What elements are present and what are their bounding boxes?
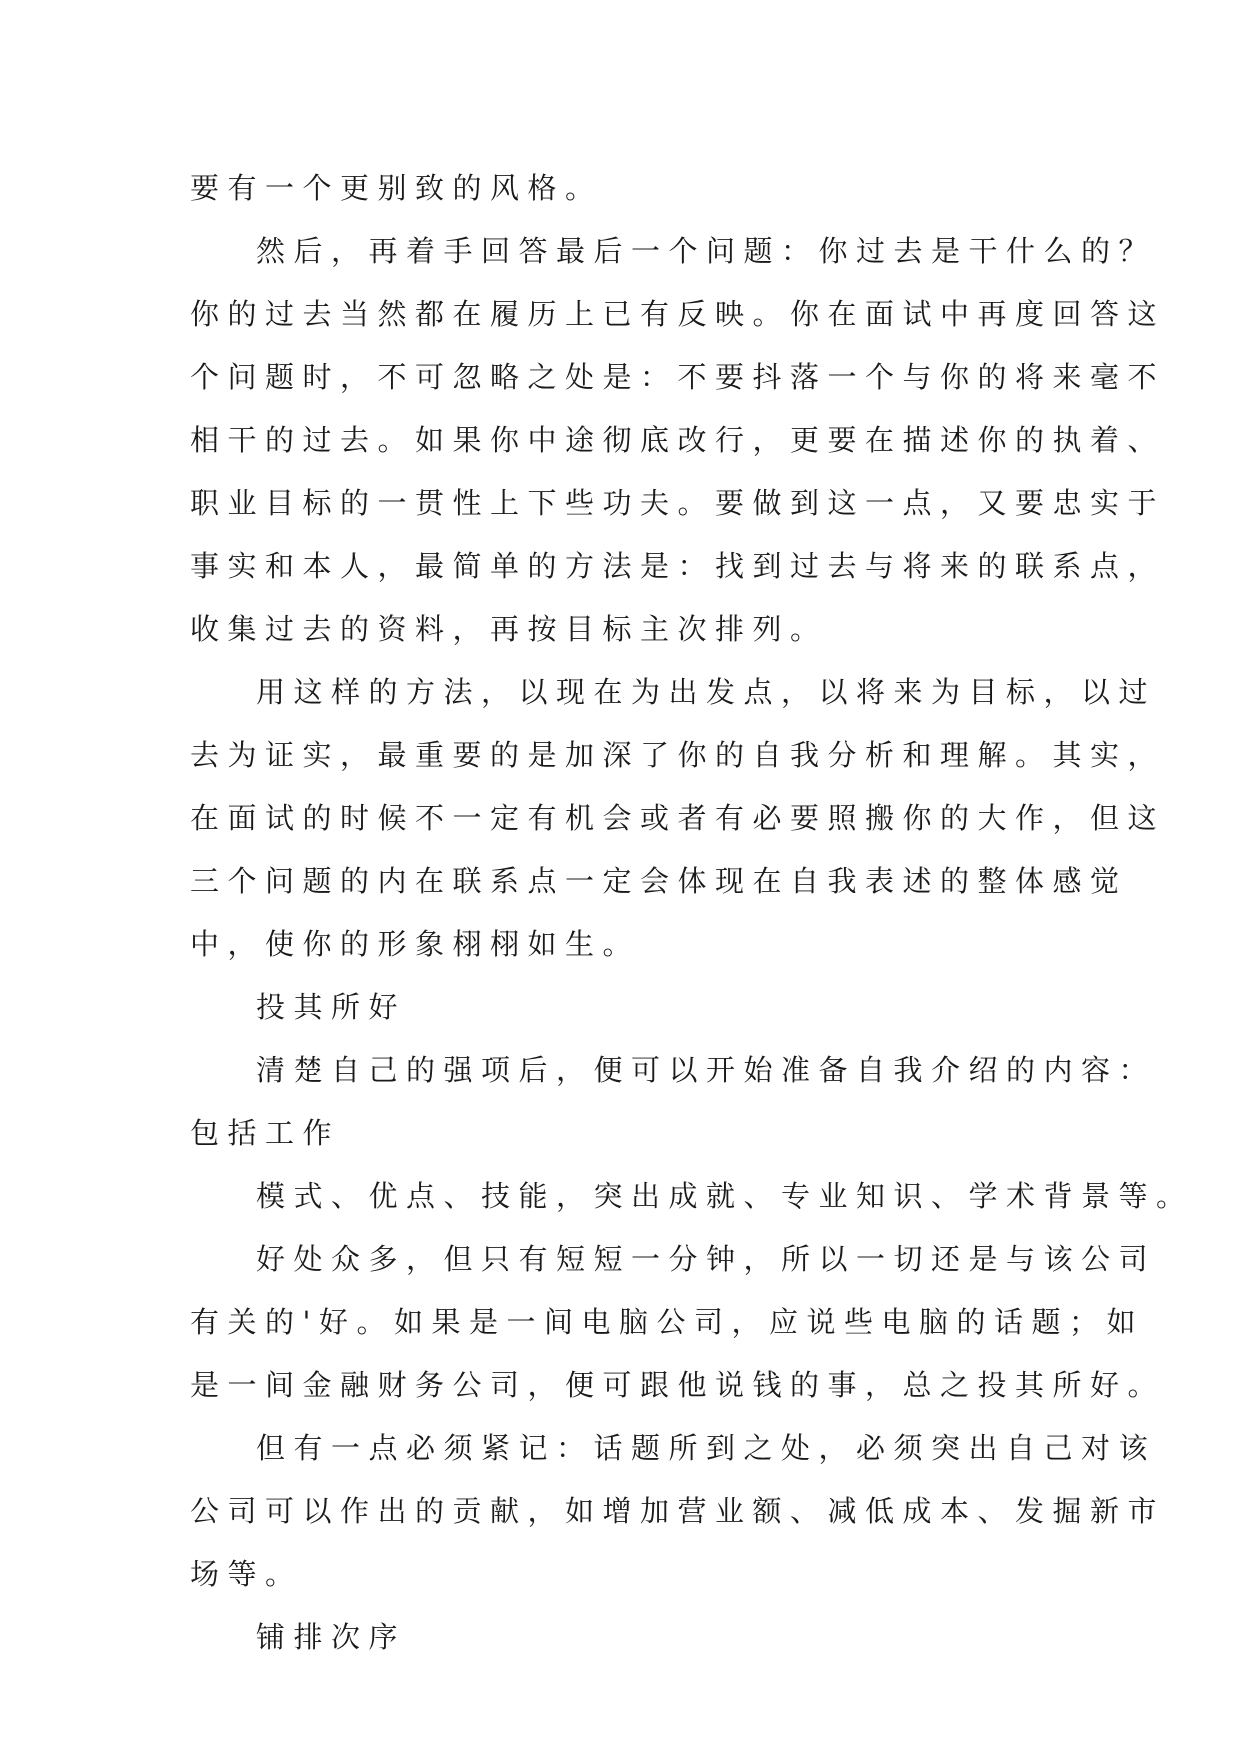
text-line-18: 好处众多，但只有短短一分钟，所以一切还是与该公司: [256, 1242, 1157, 1276]
text-line-7: 事实和本人，最简单的方法是：找到过去与将来的联系点，: [190, 549, 1166, 583]
text-line-8: 收集过去的资料，再按目标主次排列。: [190, 612, 828, 646]
text-line-2: 然后，再着手回答最后一个问题：你过去是干什么的？: [256, 234, 1157, 268]
text-line-13: 中，使你的形象栩栩如生。: [190, 927, 641, 961]
text-line-4: 个问题时，不可忽略之处是：不要抖落一个与你的将来毫不: [190, 360, 1166, 394]
text-line-19: 有关的'好。如果是一间电脑公司，应说些电脑的话题；如: [190, 1305, 1144, 1339]
text-line-20: 是一间金融财务公司，便可跟他说钱的事，总之投其所好。: [190, 1368, 1166, 1402]
text-line-9: 用这样的方法，以现在为出发点，以将来为目标，以过: [256, 675, 1157, 709]
text-line-5: 相干的过去。如果你中途彻底改行，更要在描述你的执着、: [190, 423, 1166, 457]
text-line-23: 场等。: [190, 1557, 303, 1591]
text-line-6: 职业目标的一贯性上下些功夫。要做到这一点，又要忠实于: [190, 486, 1166, 520]
section-heading-tou-qi-suo-hao: 投其所好: [256, 990, 407, 1024]
text-line-10: 去为证实，最重要的是加深了你的自我分析和理解。其实，: [190, 738, 1166, 772]
text-line-12: 三个问题的内在联系点一定会体现在自我表述的整体感觉: [190, 864, 1128, 898]
document-body: [190, 157, 1194, 1669]
section-heading-pu-pai-ci-xu: 铺排次序: [256, 1620, 407, 1654]
text-line-1: 要有一个更别致的风格。: [190, 171, 603, 205]
text-line-11: 在面试的时候不一定有机会或者有必要照搬你的大作，但这: [190, 801, 1166, 835]
text-line-21: 但有一点必须紧记：话题所到之处，必须突出自己对该: [256, 1431, 1157, 1465]
text-line-16: 包括工作: [190, 1116, 341, 1150]
text-line-15: 清楚自己的强项后，便可以开始准备自我介绍的内容：: [256, 1053, 1157, 1087]
text-line-3: 你的过去当然都在履历上已有反映。你在面试中再度回答这: [190, 297, 1166, 331]
text-line-22: 公司可以作出的贡献，如增加营业额、减低成本、发掘新市: [190, 1494, 1166, 1528]
text-line-17: 模式、优点、技能，突出成就、专业知识、学术背景等。: [256, 1179, 1194, 1213]
